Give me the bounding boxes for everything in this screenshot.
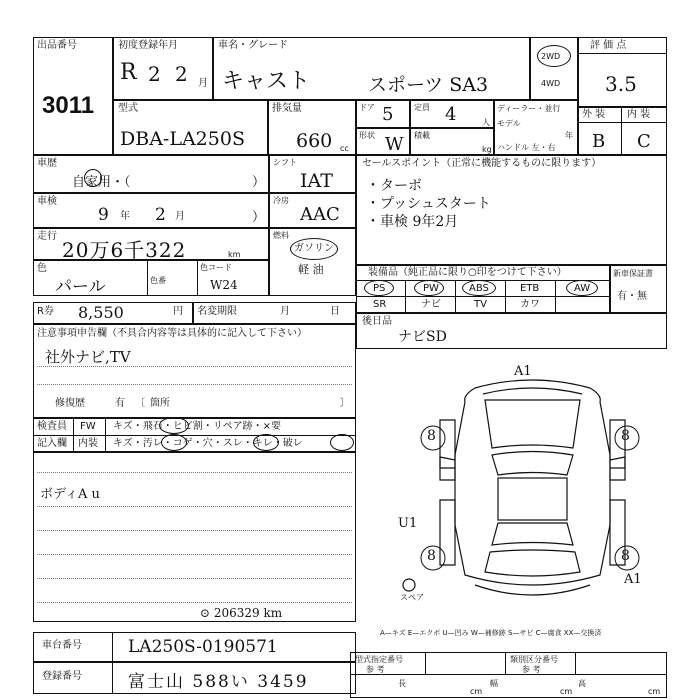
tear-circle (330, 434, 354, 451)
inspector-label: 検査員 (37, 421, 67, 432)
shape-label: 形状 (359, 131, 375, 140)
recycle-label: R券 (37, 306, 54, 317)
displacement-unit: cc (340, 144, 349, 153)
inspection-box (33, 193, 269, 228)
model-year-label: モデル (497, 119, 521, 128)
history-value: 自家用・（ (72, 175, 131, 190)
name-change-month: 月 (280, 306, 290, 317)
model-year-suffix: 年 (565, 131, 573, 140)
entry-label: 記入欄 (37, 438, 67, 449)
inspection-year: 9 (98, 205, 109, 225)
exterior-label: 外 装 (582, 109, 606, 120)
fuel-label: 燃料 (273, 231, 289, 240)
model-value: DBA-LA250S (120, 128, 245, 150)
car-grade-value: スポーツ SA3 (368, 74, 489, 96)
length-unit: cm (470, 687, 483, 696)
plate-label: 登録番号 (42, 671, 82, 682)
abs-circle (462, 280, 496, 296)
type-spec-label: 型式指定番号 (355, 655, 403, 664)
displacement-label: 排気量 (272, 103, 302, 114)
grade-value: 3.5 (605, 72, 637, 96)
equip-leather: カワ (520, 299, 540, 310)
aw-circle (566, 280, 598, 296)
history-box (33, 155, 269, 193)
grade-label: 評 価 点 (590, 40, 627, 51)
ac-label: 冷房 (273, 196, 289, 205)
load-label: 積載 (414, 131, 430, 140)
warranty-label: 新車保証書 (613, 269, 653, 278)
chip-circle (159, 417, 189, 434)
aftermarket-value: ナビSD (398, 329, 447, 345)
name-change-day: 日 (330, 306, 340, 317)
equip-pw: PW (423, 283, 439, 294)
model-label: 型式 (118, 103, 138, 114)
equip-navi: ナビ (421, 299, 441, 310)
exterior-value: B (592, 131, 606, 152)
interior-check-label: 内装 (78, 438, 98, 449)
ps-circle (364, 280, 394, 296)
selling-points-label: セールスポイント（正常に機能するものに限ります） (362, 158, 602, 169)
capacity-value: 4 (445, 104, 457, 125)
chassis-label: 車台番号 (42, 640, 82, 651)
color-label: 色 (37, 263, 47, 274)
selling-point-1: ・ターボ (366, 178, 422, 194)
damage-side-label: U1 (398, 516, 418, 531)
interior-items: キズ・汚レ・コゲ・穴・スレ・キレ・破レ (113, 438, 303, 449)
height-label: 高 (578, 679, 586, 688)
history-close: ） (252, 175, 266, 190)
tire-mark-rl: 8 (427, 548, 436, 564)
class-label: 類別区分番号 (510, 655, 558, 664)
first-registration-label: 初度登録年月 (118, 40, 178, 51)
chassis-value: LA250S-0190571 (128, 637, 278, 657)
door-label: ドア (359, 103, 375, 112)
mileage-unit: km (228, 250, 241, 259)
fuel-gasoline: ガソリン (294, 243, 334, 254)
equipment-label: 装備品（純正品に限り○印をつけて下さい） (368, 267, 567, 278)
color-number-label: 色番 (150, 276, 166, 285)
inspection-year-unit: 年 (120, 211, 130, 222)
interior-label: 内 装 (627, 109, 651, 120)
warranty-value: 有・無 (617, 291, 647, 302)
shape-value: W (385, 134, 404, 155)
drive-2wd: 2WD (541, 52, 561, 61)
door-value: 5 (382, 104, 394, 125)
fw-label: FW (80, 421, 96, 432)
equip-abs: ABS (469, 283, 489, 294)
interior-value: C (637, 131, 651, 152)
tire-mark-rr: 8 (621, 548, 630, 564)
repair-label: 修復歴 (55, 398, 85, 409)
width-label: 幅 (490, 679, 498, 688)
car-name-label: 車名・グレード (218, 40, 288, 51)
tire-mark-fl: 8 (427, 428, 436, 444)
body-note: ボディA u (40, 487, 100, 502)
registration-month-suffix: 月 (198, 78, 208, 89)
mileage-label: 走行 (37, 231, 57, 242)
length-label: 長 (398, 679, 406, 688)
capacity-unit: 人 (482, 118, 490, 127)
history-label: 車歴 (37, 158, 57, 169)
fuel-diesel: 軽 油 (298, 263, 324, 276)
drive-4wd: 4WD (541, 79, 561, 88)
load-unit: kg (482, 145, 492, 154)
inspector-notes-area (33, 452, 356, 622)
recycle-value: 8,550 (78, 303, 124, 322)
inspection-close: ） (252, 210, 266, 225)
registration-month: 2 (175, 62, 188, 86)
repair-has: 有 (115, 398, 125, 409)
equip-tv: TV (474, 299, 487, 310)
stain-circle (161, 434, 187, 451)
registration-era: R (120, 60, 137, 85)
damage-legend: A—キズ E—エクボ U—凹み W—補修跡 S—サビ C—腐食 XX—交換済 (380, 629, 602, 637)
scuff-circle (253, 434, 279, 451)
damage-front-label: A1 (514, 364, 532, 379)
equip-ps: PS (373, 283, 386, 294)
equip-etb: ETB (520, 283, 540, 294)
dealer-label: ディーラー・並行 (497, 104, 561, 113)
class-ref: 参 考 (522, 665, 541, 674)
repair-close: 〕 (340, 398, 350, 409)
plate-value: 富士山 588い 3459 (128, 672, 309, 692)
notes-label: 注意事項申告欄（不具合内容等は具体的に記入して下さい） (37, 328, 307, 339)
displacement-value: 660 (296, 130, 333, 152)
inspection-month-unit: 月 (175, 211, 185, 222)
odometer-note: ⊙ 206329 km (200, 606, 283, 620)
capacity-label: 定員 (414, 103, 430, 112)
selling-point-2: ・プッシュスタート (366, 196, 491, 212)
color-value: パール (55, 277, 106, 297)
shift-value: IAT (300, 170, 333, 192)
spare-label: スペア (400, 593, 424, 602)
handle-label: ハンドル 左・右 (497, 143, 556, 152)
tire-mark-fr: 8 (621, 428, 630, 444)
color-code-value: W24 (210, 278, 238, 292)
width-unit: cm (560, 687, 573, 696)
inspection-month: 2 (155, 205, 166, 225)
selling-point-3: ・車検 9年2月 (366, 214, 459, 230)
repair-bracket: 〔 (135, 398, 145, 409)
repair-suffix: 箇所 (150, 398, 170, 409)
type-spec-ref: 参 考 (366, 665, 385, 674)
registration-year: 2 (148, 62, 161, 86)
damage-rear-label: A1 (624, 572, 642, 587)
height-unit: cm (648, 687, 661, 696)
pw-circle (414, 280, 444, 296)
lot-number-label: 出品番号 (37, 40, 77, 51)
fw-items: キズ・飛石・ヒビ割・リペア跡・×要 (113, 421, 281, 432)
lot-number-value: 3011 (42, 92, 95, 119)
name-change-label: 名変期限 (197, 306, 237, 317)
car-name-value: キャスト (222, 69, 311, 94)
inspection-label: 車検 (37, 196, 57, 207)
notes-value: 社外ナビ,TV (45, 348, 131, 366)
mileage-value: 20万6千322 (62, 238, 187, 262)
shift-label: シフト (273, 158, 297, 167)
color-code-label: 色コード (200, 263, 232, 272)
recycle-unit: 円 (173, 306, 183, 317)
ac-value: AAC (300, 204, 340, 225)
aftermarket-label: 後日品 (362, 316, 392, 327)
equip-aw: AW (574, 283, 591, 294)
equip-sr: SR (373, 299, 387, 310)
